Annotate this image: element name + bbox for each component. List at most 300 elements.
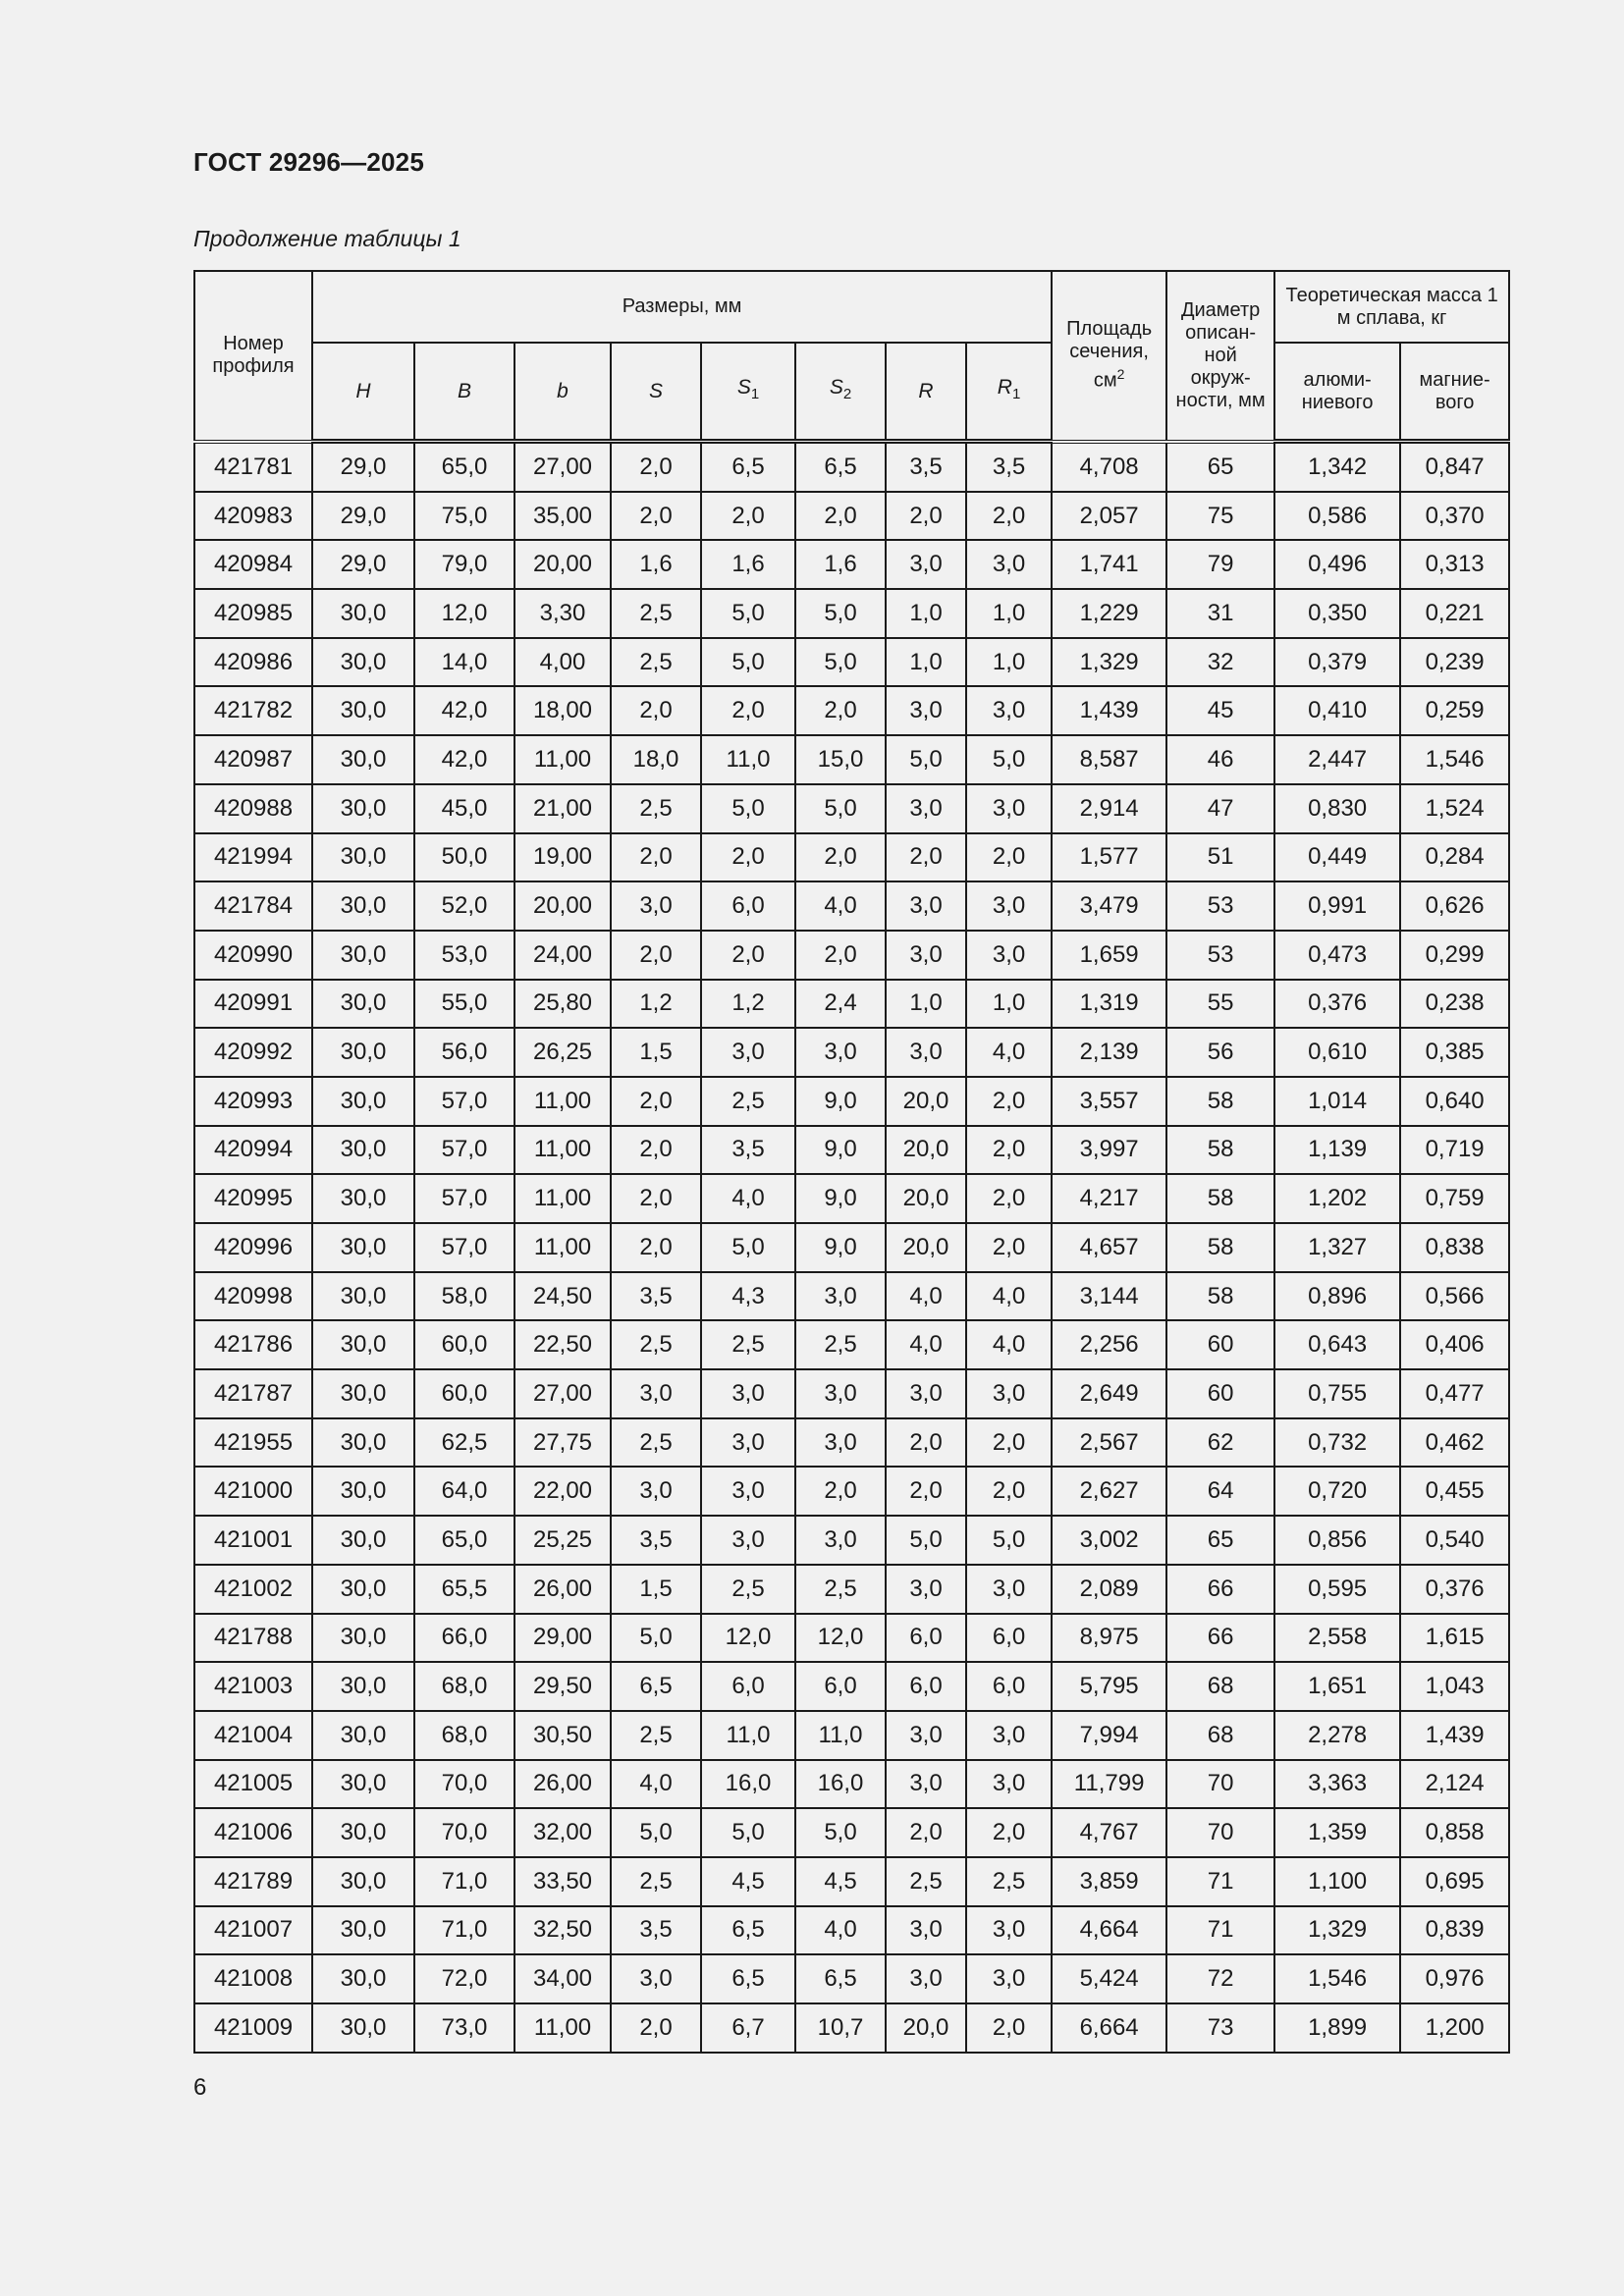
table-cell: 2,0 <box>611 686 701 735</box>
table-cell: 3,0 <box>886 881 966 931</box>
table-cell: 26,25 <box>514 1028 611 1077</box>
table-cell: 3,0 <box>795 1369 886 1418</box>
table-cell: 4,0 <box>701 1174 795 1223</box>
table-cell: 31 <box>1166 589 1274 638</box>
table-cell: 27,75 <box>514 1418 611 1468</box>
profile-number-cell: 420984 <box>194 540 312 589</box>
table-cell: 11,0 <box>701 735 795 784</box>
profile-number-cell: 421955 <box>194 1418 312 1468</box>
table-cell: 2,5 <box>795 1320 886 1369</box>
table-cell: 5,0 <box>611 1808 701 1857</box>
table-cell: 55,0 <box>414 980 514 1029</box>
profile-number-cell: 421006 <box>194 1808 312 1857</box>
table-cell: 2,5 <box>611 638 701 687</box>
table-cell: 30,0 <box>312 1369 414 1418</box>
table-cell: 30,0 <box>312 1614 414 1663</box>
table-body <box>194 442 1509 2053</box>
table-row <box>194 1711 1509 1760</box>
table-cell: 3,0 <box>966 1711 1052 1760</box>
table-cell: 0,856 <box>1274 1516 1400 1565</box>
table-cell: 6,0 <box>966 1614 1052 1663</box>
table-cell: 70,0 <box>414 1760 514 1809</box>
table-cell: 2,5 <box>795 1565 886 1614</box>
table-cell: 3,30 <box>514 589 611 638</box>
table-cell: 68,0 <box>414 1662 514 1711</box>
table-cell: 30,0 <box>312 1418 414 1468</box>
table-cell: 6,7 <box>701 2003 795 2053</box>
table-cell: 1,319 <box>1052 980 1166 1029</box>
table-cell: 26,00 <box>514 1760 611 1809</box>
table-cell: 2,0 <box>611 492 701 541</box>
table-cell: 2,089 <box>1052 1565 1166 1614</box>
table-cell: 45,0 <box>414 784 514 833</box>
table-cell: 1,229 <box>1052 589 1166 638</box>
table-cell: 3,5 <box>611 1906 701 1955</box>
table-row <box>194 1906 1509 1955</box>
table-cell: 73 <box>1166 2003 1274 2053</box>
table-row <box>194 1954 1509 2003</box>
table-cell: 32,50 <box>514 1906 611 1955</box>
table-cell: 18,0 <box>611 735 701 784</box>
table-cell: 4,664 <box>1052 1906 1166 1955</box>
table-cell: 4,0 <box>886 1272 966 1321</box>
table-cell: 30,0 <box>312 1906 414 1955</box>
table-cell: 4,708 <box>1052 442 1166 492</box>
document-title: ГОСТ 29296—2025 <box>193 147 424 177</box>
table-cell: 24,00 <box>514 931 611 980</box>
table-row <box>194 1369 1509 1418</box>
table-cell: 2,139 <box>1052 1028 1166 1077</box>
table-cell: 3,5 <box>966 442 1052 492</box>
header-section-area-sup: 2 <box>1116 366 1125 383</box>
table-cell: 66 <box>1166 1614 1274 1663</box>
table-cell: 2,5 <box>886 1857 966 1906</box>
table-row <box>194 686 1509 735</box>
table-cell: 46 <box>1166 735 1274 784</box>
dim-symbol: R <box>918 379 934 402</box>
table-cell: 3,0 <box>701 1467 795 1516</box>
table-cell: 70,0 <box>414 1808 514 1857</box>
table-cell: 26,00 <box>514 1565 611 1614</box>
table-cell: 9,0 <box>795 1223 886 1272</box>
dim-symbol: S <box>648 379 663 402</box>
table-cell: 8,975 <box>1052 1614 1166 1663</box>
table-cell: 57,0 <box>414 1077 514 1126</box>
table-cell: 58 <box>1166 1272 1274 1321</box>
table-cell: 1,0 <box>966 980 1052 1029</box>
dim-subscript: 1 <box>750 386 760 403</box>
profile-number-cell: 421786 <box>194 1320 312 1369</box>
profile-number-cell: 420998 <box>194 1272 312 1321</box>
table-cell: 1,200 <box>1400 2003 1509 2053</box>
profile-number-cell: 420988 <box>194 784 312 833</box>
table-cell: 30,0 <box>312 1857 414 1906</box>
table-cell: 3,859 <box>1052 1857 1166 1906</box>
table-cell: 1,524 <box>1400 784 1509 833</box>
table-cell: 0,259 <box>1400 686 1509 735</box>
table-cell: 64 <box>1166 1467 1274 1516</box>
table-cell: 4,0 <box>611 1760 701 1809</box>
table-cell: 1,899 <box>1274 2003 1400 2053</box>
table-cell: 50,0 <box>414 833 514 882</box>
table-cell: 58,0 <box>414 1272 514 1321</box>
table-cell: 34,00 <box>514 1954 611 2003</box>
table-cell: 1,329 <box>1052 638 1166 687</box>
table-cell: 53 <box>1166 931 1274 980</box>
table-cell: 20,0 <box>886 1126 966 1175</box>
table-cell: 2,5 <box>611 784 701 833</box>
dim-symbol: H <box>355 379 371 402</box>
table-cell: 3,0 <box>886 686 966 735</box>
table-cell: 5,0 <box>795 638 886 687</box>
table-cell: 4,767 <box>1052 1808 1166 1857</box>
table-cell: 1,5 <box>611 1028 701 1077</box>
table-cell: 6,664 <box>1052 2003 1166 2053</box>
table-cell: 0,385 <box>1400 1028 1509 1077</box>
header-dim-H <box>312 343 414 442</box>
table-cell: 3,997 <box>1052 1126 1166 1175</box>
table-cell: 16,0 <box>701 1760 795 1809</box>
table-cell: 5,0 <box>795 1808 886 1857</box>
table-cell: 1,6 <box>701 540 795 589</box>
table-cell: 3,0 <box>795 1028 886 1077</box>
table-cell: 1,0 <box>886 980 966 1029</box>
table-cell: 29,00 <box>514 1614 611 1663</box>
table-cell: 0,221 <box>1400 589 1509 638</box>
table-cell: 71,0 <box>414 1906 514 1955</box>
table-cell: 2,0 <box>701 931 795 980</box>
table-cell: 0,477 <box>1400 1369 1509 1418</box>
profile-number-cell: 421003 <box>194 1662 312 1711</box>
table-caption: Продолжение таблицы 1 <box>193 226 461 251</box>
table-cell: 6,5 <box>701 442 795 492</box>
table-cell: 2,5 <box>611 589 701 638</box>
header-dim-R <box>886 343 966 442</box>
table-cell: 4,5 <box>701 1857 795 1906</box>
table-row <box>194 1223 1509 1272</box>
table-cell: 3,0 <box>611 1954 701 2003</box>
table-cell: 2,5 <box>966 1857 1052 1906</box>
profile-number-cell: 421004 <box>194 1711 312 1760</box>
table-cell: 71 <box>1166 1857 1274 1906</box>
profile-number-cell: 420995 <box>194 1174 312 1223</box>
table-cell: 62 <box>1166 1418 1274 1468</box>
table-cell: 2,0 <box>886 833 966 882</box>
table-cell: 2,057 <box>1052 492 1166 541</box>
table-cell: 3,0 <box>966 881 1052 931</box>
table-cell: 5,0 <box>701 589 795 638</box>
header-section-area-label: Площадь сечения, см <box>1066 318 1153 393</box>
profile-number-cell: 420991 <box>194 980 312 1029</box>
table-cell: 3,0 <box>886 931 966 980</box>
table-cell: 60,0 <box>414 1369 514 1418</box>
table-cell: 66 <box>1166 1565 1274 1614</box>
table-cell: 24,50 <box>514 1272 611 1321</box>
table-cell: 2,567 <box>1052 1418 1166 1468</box>
profile-number-cell: 421009 <box>194 2003 312 2053</box>
table-cell: 30,0 <box>312 1467 414 1516</box>
table-cell: 30,0 <box>312 1516 414 1565</box>
table-cell: 7,994 <box>1052 1711 1166 1760</box>
table-cell: 30,50 <box>514 1711 611 1760</box>
table-cell: 0,643 <box>1274 1320 1400 1369</box>
profile-number-cell: 420986 <box>194 638 312 687</box>
table-cell: 2,627 <box>1052 1467 1166 1516</box>
table-cell: 11,00 <box>514 2003 611 2053</box>
table-cell: 29,0 <box>312 442 414 492</box>
table-cell: 0,370 <box>1400 492 1509 541</box>
table-cell: 47 <box>1166 784 1274 833</box>
table-cell: 11,0 <box>795 1711 886 1760</box>
table-cell: 42,0 <box>414 735 514 784</box>
table-row <box>194 1320 1509 1369</box>
dim-symbol: B <box>457 379 471 402</box>
table-cell: 30,0 <box>312 1126 414 1175</box>
table-row <box>194 638 1509 687</box>
table-row <box>194 1857 1509 1906</box>
table-row <box>194 881 1509 931</box>
table-cell: 29,0 <box>312 540 414 589</box>
profile-number-cell: 421782 <box>194 686 312 735</box>
table-cell: 3,5 <box>701 1126 795 1175</box>
table-cell: 79,0 <box>414 540 514 589</box>
table-cell: 12,0 <box>414 589 514 638</box>
table-cell: 5,424 <box>1052 1954 1166 2003</box>
table-cell: 0,376 <box>1274 980 1400 1029</box>
table-cell: 75,0 <box>414 492 514 541</box>
table-cell: 3,0 <box>966 1369 1052 1418</box>
table-row <box>194 1516 1509 1565</box>
table-cell: 1,439 <box>1052 686 1166 735</box>
table-cell: 3,363 <box>1274 1760 1400 1809</box>
table-row <box>194 1662 1509 1711</box>
table-cell: 29,0 <box>312 492 414 541</box>
table-row <box>194 2003 1509 2053</box>
table-cell: 30,0 <box>312 686 414 735</box>
table-cell: 2,0 <box>611 931 701 980</box>
dim-subscript: 1 <box>1011 386 1021 403</box>
table-row <box>194 1126 1509 1175</box>
profile-number-cell: 421000 <box>194 1467 312 1516</box>
table-cell: 5,0 <box>966 1516 1052 1565</box>
profile-number-cell: 420987 <box>194 735 312 784</box>
table-cell: 65 <box>1166 442 1274 492</box>
table-cell: 3,5 <box>611 1272 701 1321</box>
table-cell: 0,406 <box>1400 1320 1509 1369</box>
table-cell: 2,256 <box>1052 1320 1166 1369</box>
table-cell: 32,00 <box>514 1808 611 1857</box>
table-cell: 2,0 <box>795 1467 886 1516</box>
table-cell: 3,557 <box>1052 1077 1166 1126</box>
table-cell: 0,896 <box>1274 1272 1400 1321</box>
table-cell: 4,657 <box>1052 1223 1166 1272</box>
table-cell: 45 <box>1166 686 1274 735</box>
table-cell: 68 <box>1166 1662 1274 1711</box>
table-cell: 2,4 <box>795 980 886 1029</box>
table-cell: 2,558 <box>1274 1614 1400 1663</box>
header-mass-aluminium: алюми-ниевого <box>1274 343 1400 442</box>
table-cell: 20,0 <box>886 1223 966 1272</box>
table-cell: 3,0 <box>701 1418 795 1468</box>
table-cell: 3,0 <box>886 1565 966 1614</box>
table-cell: 42,0 <box>414 686 514 735</box>
table-cell: 12,0 <box>795 1614 886 1663</box>
table-cell: 2,5 <box>611 1320 701 1369</box>
table-cell: 0,449 <box>1274 833 1400 882</box>
profile-number-cell: 420983 <box>194 492 312 541</box>
table-cell: 4,0 <box>966 1028 1052 1077</box>
profiles-table <box>193 270 1510 2054</box>
table-cell: 3,0 <box>611 1467 701 1516</box>
table-cell: 1,2 <box>701 980 795 1029</box>
table-cell: 1,043 <box>1400 1662 1509 1711</box>
header-dim-B <box>414 343 514 442</box>
header-dimensions-group: Размеры, мм <box>312 271 1052 343</box>
table-cell: 11,0 <box>701 1711 795 1760</box>
table-cell: 3,0 <box>701 1028 795 1077</box>
table-cell: 53,0 <box>414 931 514 980</box>
table-cell: 2,0 <box>701 833 795 882</box>
table-cell: 0,839 <box>1400 1906 1509 1955</box>
table-row <box>194 931 1509 980</box>
table-cell: 9,0 <box>795 1126 886 1175</box>
table-cell: 3,479 <box>1052 881 1166 931</box>
table-cell: 20,0 <box>886 1077 966 1126</box>
table-cell: 2,5 <box>611 1711 701 1760</box>
table-cell: 2,0 <box>701 492 795 541</box>
table-cell: 2,0 <box>611 1223 701 1272</box>
table-cell: 0,755 <box>1274 1369 1400 1418</box>
table-cell: 60 <box>1166 1369 1274 1418</box>
table-cell: 3,0 <box>701 1516 795 1565</box>
profile-number-cell: 421787 <box>194 1369 312 1418</box>
table-cell: 0,540 <box>1400 1516 1509 1565</box>
table-cell: 3,0 <box>886 540 966 589</box>
profile-number-cell: 421008 <box>194 1954 312 2003</box>
table-cell: 20,00 <box>514 881 611 931</box>
table-cell: 70 <box>1166 1760 1274 1809</box>
table-cell: 56 <box>1166 1028 1274 1077</box>
table-cell: 6,5 <box>795 442 886 492</box>
table-cell: 60 <box>1166 1320 1274 1369</box>
page-number: 6 <box>193 2074 207 2101</box>
table-cell: 2,5 <box>611 1418 701 1468</box>
table-row <box>194 980 1509 1029</box>
table-cell: 0,720 <box>1274 1467 1400 1516</box>
table-cell: 12,0 <box>701 1614 795 1663</box>
table-cell: 1,202 <box>1274 1174 1400 1223</box>
table-cell: 0,376 <box>1400 1565 1509 1614</box>
table-cell: 30,0 <box>312 1565 414 1614</box>
profile-number-cell: 421789 <box>194 1857 312 1906</box>
table-cell: 30,0 <box>312 1077 414 1126</box>
table-row <box>194 1565 1509 1614</box>
table-cell: 62,5 <box>414 1418 514 1468</box>
profile-number-cell: 421784 <box>194 881 312 931</box>
table-cell: 2,0 <box>795 492 886 541</box>
header-mass-group: Теоретическая масса 1 м сплава, кг <box>1274 271 1509 343</box>
table-row <box>194 1614 1509 1663</box>
table-cell: 3,0 <box>795 1516 886 1565</box>
table-cell: 1,651 <box>1274 1662 1400 1711</box>
table-cell: 3,0 <box>966 1565 1052 1614</box>
table-cell: 64,0 <box>414 1467 514 1516</box>
table-cell: 71,0 <box>414 1857 514 1906</box>
table-cell: 56,0 <box>414 1028 514 1077</box>
table-cell: 2,0 <box>966 2003 1052 2053</box>
table-cell: 5,0 <box>795 589 886 638</box>
header-mass-magnesium: магние-вого <box>1400 343 1509 442</box>
table-cell: 5,0 <box>886 1516 966 1565</box>
table-cell: 0,238 <box>1400 980 1509 1029</box>
table-row <box>194 1077 1509 1126</box>
profile-number-cell: 420985 <box>194 589 312 638</box>
table-cell: 4,0 <box>795 881 886 931</box>
table-cell: 6,0 <box>886 1614 966 1663</box>
table-cell: 1,5 <box>611 1565 701 1614</box>
table-cell: 6,5 <box>795 1954 886 2003</box>
table-cell: 6,0 <box>886 1662 966 1711</box>
table-cell: 2,5 <box>611 1857 701 1906</box>
table-cell: 3,0 <box>886 1954 966 2003</box>
table-cell: 11,00 <box>514 735 611 784</box>
table-cell: 3,0 <box>886 784 966 833</box>
table-cell: 72,0 <box>414 1954 514 2003</box>
table-cell: 2,0 <box>886 492 966 541</box>
table-cell: 3,0 <box>966 540 1052 589</box>
table-cell: 2,0 <box>611 1077 701 1126</box>
table-cell: 11,799 <box>1052 1760 1166 1809</box>
table-cell: 4,0 <box>966 1320 1052 1369</box>
table-cell: 3,0 <box>886 1028 966 1077</box>
table-cell: 3,0 <box>966 931 1052 980</box>
table-cell: 6,5 <box>701 1906 795 1955</box>
table-cell: 1,546 <box>1274 1954 1400 2003</box>
table-cell: 30,0 <box>312 931 414 980</box>
table-cell: 4,0 <box>795 1906 886 1955</box>
table-cell: 30,0 <box>312 1174 414 1223</box>
table-cell: 14,0 <box>414 638 514 687</box>
table-cell: 0,695 <box>1400 1857 1509 1906</box>
table-cell: 30,0 <box>312 881 414 931</box>
table-cell: 2,0 <box>886 1467 966 1516</box>
table-cell: 58 <box>1166 1077 1274 1126</box>
table-cell: 3,0 <box>886 1369 966 1418</box>
table-cell: 3,144 <box>1052 1272 1166 1321</box>
table-cell: 2,914 <box>1052 784 1166 833</box>
table-cell: 0,626 <box>1400 881 1509 931</box>
table-cell: 33,50 <box>514 1857 611 1906</box>
table-row <box>194 1272 1509 1321</box>
table-cell: 2,0 <box>966 1808 1052 1857</box>
table-cell: 1,0 <box>966 638 1052 687</box>
table-cell: 0,379 <box>1274 638 1400 687</box>
table-cell: 2,5 <box>701 1320 795 1369</box>
table-cell: 11,00 <box>514 1077 611 1126</box>
table-cell: 1,329 <box>1274 1906 1400 1955</box>
table-cell: 5,0 <box>795 784 886 833</box>
table-cell: 0,350 <box>1274 589 1400 638</box>
table-cell: 1,6 <box>611 540 701 589</box>
table-cell: 5,0 <box>701 638 795 687</box>
table-cell: 1,615 <box>1400 1614 1509 1663</box>
table-cell: 2,0 <box>966 492 1052 541</box>
table-cell: 5,0 <box>701 1808 795 1857</box>
table-cell: 60,0 <box>414 1320 514 1369</box>
table-cell: 2,0 <box>966 1077 1052 1126</box>
table-cell: 5,0 <box>886 735 966 784</box>
table-cell: 30,0 <box>312 1760 414 1809</box>
